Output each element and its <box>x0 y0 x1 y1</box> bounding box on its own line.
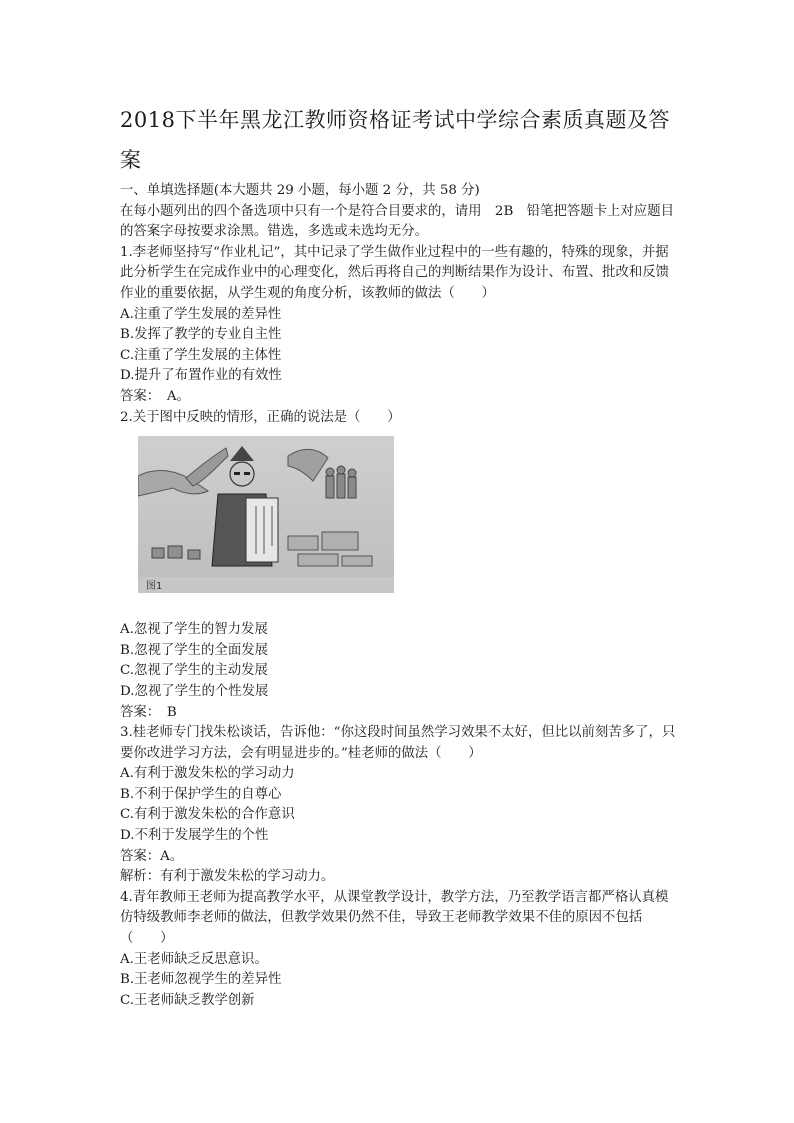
question-4-option-a: A.王老师缺乏反思意识。 <box>120 951 268 967</box>
section-heading: 一、单填选择题(本大题共 29 小题，每小题 2 分，共 58 分) <box>120 183 480 198</box>
question-2-option-b: B.忽视了学生的全面发展 <box>120 642 269 658</box>
question-3-stem: 3.桂老师专门找朱松谈话，告诉他：“你这段时间虽然学习效果不太好，但比以前刻苦多了，只要你改进学习方法，会有明显进步的。”桂老师的做法（ ） <box>120 725 676 761</box>
question-3-option-c: C.有利于激发朱松的合作意识 <box>120 807 295 823</box>
cartoon-illustration <box>138 436 394 593</box>
document-title: 2018下半年黑龙江教师资格证考试中学综合素质真题及答案 <box>120 108 670 172</box>
cartoon-figure <box>138 436 394 593</box>
question-4-stem: 4.青年教师王老师为提高教学水平，从课堂教学设计，教学方法，乃至教学语言都严格认真模仿特级教师李老师的做法，但教学效果仍然不佳，导致王老师教学效果不佳的原因不包括（ ） <box>120 889 669 947</box>
question-3-option-b: B.不利于保护学生的自尊心 <box>120 786 282 802</box>
question-4-option-c: C.王老师缺乏教学创新 <box>120 992 255 1008</box>
question-2-option-d: D.忽视了学生的个性发展 <box>120 683 269 699</box>
question-1-option-b: B.发挥了教学的专业自主性 <box>120 327 282 343</box>
question-3-answer: 答案：A。 <box>120 848 184 864</box>
question-1-answer: 答案： A。 <box>120 388 190 404</box>
question-1-option-c: C.注重了学生发展的主体性 <box>120 347 282 363</box>
question-3-option-d: D.不利于发展学生的个性 <box>120 828 269 844</box>
document-body <box>120 181 680 1011</box>
question-2-option-c: C.忽视了学生的主动发展 <box>120 663 268 679</box>
question-3-option-a: A.有利于激发朱松的学习动力 <box>120 766 295 782</box>
question-1-stem: 1.李老师坚持写“作业札记”，其中记录了学生做作业过程中的一些有趣的，特殊的现象，并据此分析学生在完成作业中的心理变化，然后再将自己的判断结果作为设计、布置、批改和反馈作业的重要依据，从学生观的角度分析，该教师的做法（ ） <box>120 244 670 301</box>
question-2-answer: 答案： B <box>120 704 177 720</box>
question-2-stem: 2.关于图中反映的情形，正确的说法是（ ） <box>120 409 401 425</box>
figure-caption: 图1 <box>146 581 163 593</box>
question-4-option-b: B.王老师忽视学生的差异性 <box>120 972 282 988</box>
question-3-analysis: 解析：有利于激发朱松的学习动力。 <box>120 869 335 885</box>
question-2-option-a: A.忽视了学生的智力发展 <box>120 622 268 638</box>
question-2-figure-container <box>120 428 680 620</box>
question-1-option-d: D.提升了布置作业的有效性 <box>120 368 282 384</box>
section-instructions: 在每小题列出的四个备选项中只有一个是符合目要求的，请用 2B 铅笔把答题卡上对应题目的答案字母按要求涂黑。错选，多选或未选均无分。 <box>120 203 674 240</box>
question-1-option-a: A.注重了学生发展的差异性 <box>120 306 282 322</box>
